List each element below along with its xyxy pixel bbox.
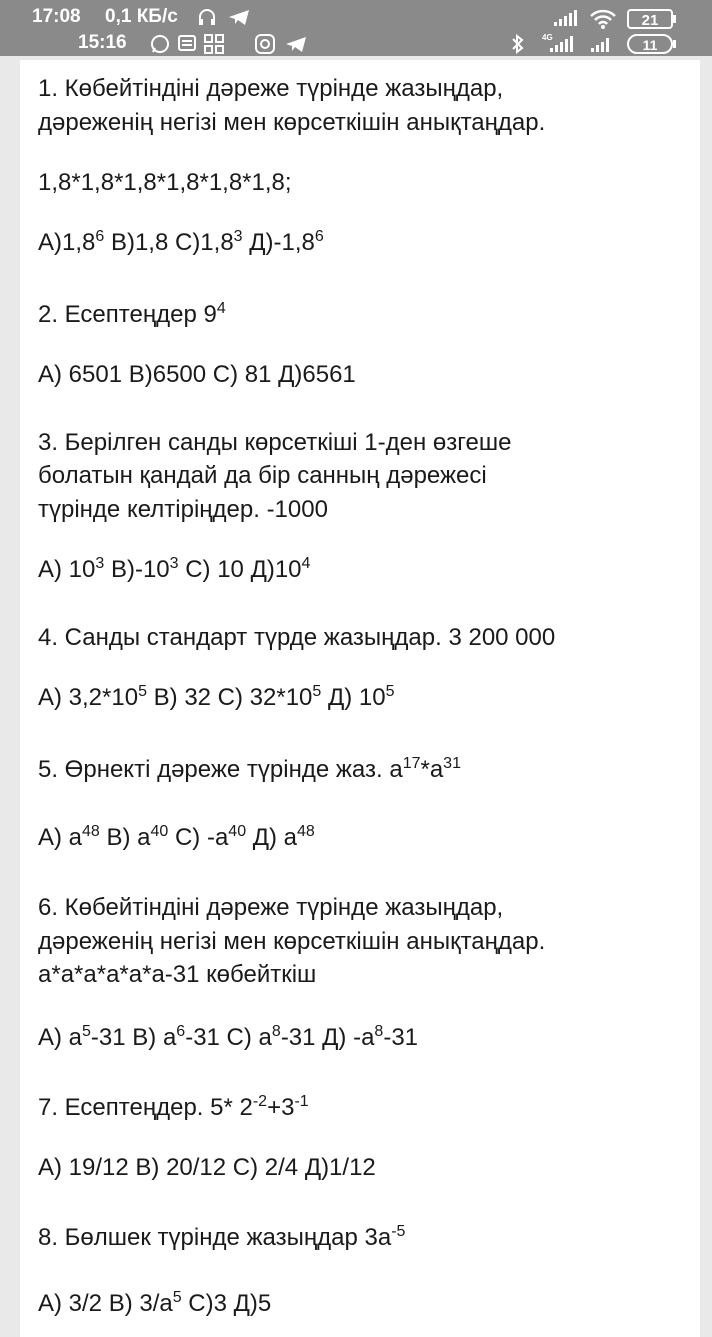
line-text: 8. Бөлшек түрінде жазыңдар 3а (38, 1224, 392, 1251)
svg-text:11: 11 (642, 37, 658, 53)
question-line (38, 926, 545, 958)
exponent: 48 (297, 823, 315, 840)
question-line (38, 1222, 405, 1254)
exponent: 5 (172, 1289, 182, 1306)
line-text: а*а*а*а*а*а-31 көбейткіш (38, 961, 317, 988)
line-text: А)1,8 (38, 229, 96, 256)
line-text: Д)-1,8 (242, 229, 315, 256)
exponent: 6 (95, 228, 105, 245)
line-text: 6. Көбейтіндіні дәреже түрінде жазыңдар, (38, 894, 504, 921)
question-line (38, 959, 316, 991)
battery-icon (626, 8, 678, 30)
line-text: түрінде келтіріңдер. -1000 (38, 496, 328, 523)
exponent: 4 (216, 300, 226, 317)
exponent: 17 (402, 755, 421, 772)
exponent: 8 (271, 1023, 281, 1040)
line-text: -31 Д) -а (280, 1024, 375, 1051)
line-text: *а (420, 756, 444, 783)
exponent: 5 (138, 683, 147, 700)
exponent: -2 (252, 1093, 268, 1110)
question-line (38, 554, 310, 586)
question-line (38, 427, 511, 459)
line-text: дәреженің негізі мен көрсеткішін анықтаңдар. (38, 928, 546, 955)
line-text: А) 19/12 В) 20/12 С) 2/4 Д)1/12 (38, 1154, 376, 1181)
exponent: 3 (169, 555, 179, 572)
line-text: С)3 Д)5 (181, 1290, 272, 1317)
question-line (38, 73, 503, 105)
question-line (38, 460, 487, 492)
line-text: А) 3,2*10 (38, 684, 139, 711)
line-text: В) 32 С) 32*10 (146, 684, 313, 711)
line-text: болатын қандай да бір санның дәрежесі (38, 462, 487, 489)
apps-icon (204, 34, 224, 54)
clock-bottom: 15:16 (78, 32, 127, 53)
exponent: 5 (82, 1023, 91, 1040)
line-text: 7. Есептеңдер. 5* 2 (38, 1094, 253, 1121)
line-text: дәреженің негізі мен көрсеткішін анықтаңдар. (38, 109, 546, 136)
line-text: А) а (38, 1024, 83, 1051)
exponent: 40 (228, 823, 247, 840)
line-text: В) а (99, 824, 151, 851)
network-speed: 0,1 КБ/с (105, 6, 178, 27)
telegram-icon (284, 35, 308, 53)
exponent: 3 (233, 228, 243, 245)
line-text: -31 С) а (185, 1024, 272, 1051)
question-line (38, 359, 356, 391)
question-line (38, 754, 461, 786)
svg-text:21: 21 (641, 12, 659, 29)
question-line (38, 107, 545, 139)
line-text: В)-10 (104, 556, 170, 583)
wifi-icon (589, 8, 617, 30)
exponent: 4 (301, 555, 311, 572)
exponent: 5 (385, 683, 395, 700)
battery-icon (626, 33, 678, 55)
signal-icon (552, 8, 580, 28)
exponent: -5 (391, 1223, 406, 1240)
question-line (38, 227, 324, 259)
line-text: С) 10 Д)10 (178, 556, 302, 583)
question-line (38, 892, 503, 924)
question-line (38, 1152, 376, 1184)
instagram-icon (255, 34, 275, 54)
question-line (38, 1022, 418, 1054)
exponent: 6 (314, 228, 324, 245)
headphones-icon (197, 8, 217, 26)
status-bar (0, 0, 712, 56)
line-text: А) 3/2 В) 3/а (38, 1290, 173, 1317)
exponent: 3 (95, 555, 105, 572)
line-text: 1. Көбейтіндіні дәреже түрінде жазыңдар, (38, 75, 504, 102)
line-text: А) 10 (38, 556, 96, 583)
telegram-icon (227, 8, 251, 26)
question-line (38, 1288, 271, 1320)
exponent: 5 (312, 683, 322, 700)
question-line (38, 299, 226, 331)
signal-4g-icon (540, 32, 580, 54)
line-text: Д) а (246, 824, 298, 851)
line-text: А) а (38, 824, 83, 851)
line-text: +3 (267, 1094, 295, 1121)
line-text: А) 6501 В)6500 С) 81 Д)6561 (38, 361, 356, 388)
worksheet-page (20, 60, 700, 1337)
exponent: 48 (82, 823, 100, 840)
line-text: С) -а (168, 824, 229, 851)
question-line (38, 1092, 309, 1124)
line-text: -31 В) а (90, 1024, 177, 1051)
svg-text:4G: 4G (542, 33, 553, 42)
question-line (38, 822, 315, 854)
question-line (38, 494, 328, 526)
line-text: -31 (383, 1024, 419, 1051)
bluetooth-icon (510, 34, 526, 54)
line-text: 3. Берілген санды көрсеткіші 1-ден өзгеше (38, 429, 512, 456)
question-line (38, 682, 395, 714)
signal-icon (589, 34, 613, 54)
whatsapp-icon (150, 34, 170, 54)
line-text: 5. Өрнекті дәреже түрінде жаз. а (38, 756, 403, 783)
question-line (38, 622, 555, 654)
status-row-bottom (0, 32, 712, 58)
exponent: 40 (150, 823, 169, 840)
status-row-top (0, 6, 712, 32)
exponent: 6 (176, 1023, 186, 1040)
line-text: В)1,8 С)1,8 (104, 229, 234, 256)
line-text: 1,8*1,8*1,8*1,8*1,8*1,8; (38, 169, 292, 196)
line-text: Д) 10 (321, 684, 386, 711)
exponent: 31 (443, 755, 461, 772)
clock-top: 17:08 (32, 6, 81, 27)
exponent: -1 (294, 1093, 309, 1110)
question-line (38, 167, 292, 199)
line-text: 4. Санды стандарт түрде жазыңдар. 3 200 000 (38, 624, 556, 651)
line-text: 2. Есептеңдер 9 (38, 301, 217, 328)
exponent: 8 (374, 1023, 384, 1040)
message-icon (178, 35, 196, 51)
